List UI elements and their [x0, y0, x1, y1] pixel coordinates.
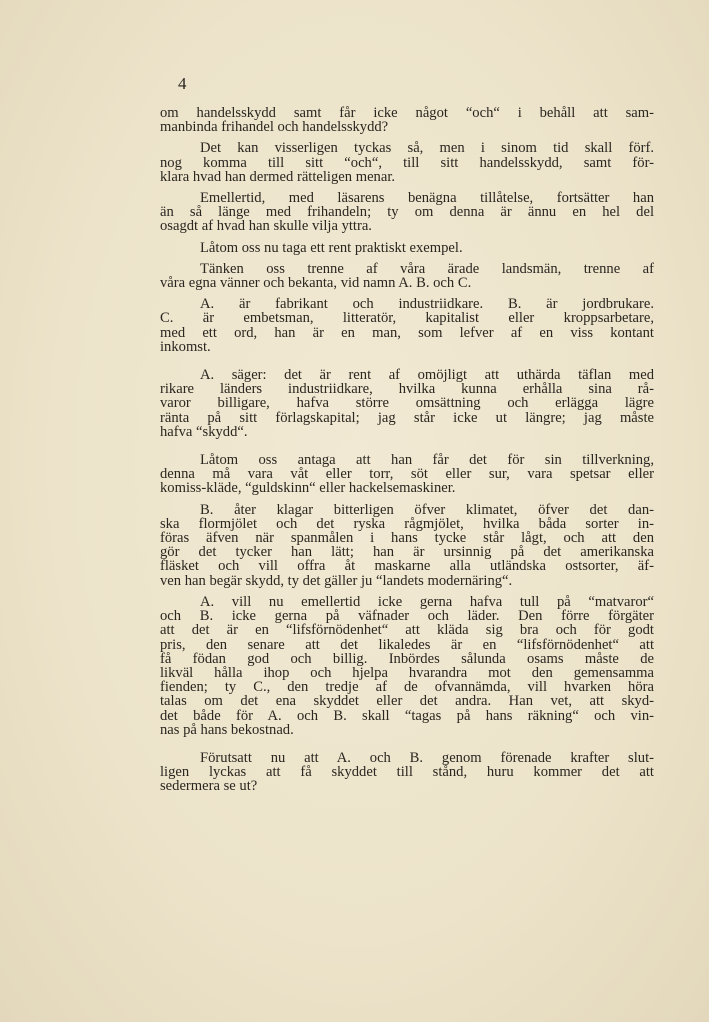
- paragraph: [160, 106, 654, 134]
- text-line: B. åter klagar bitterligen öfver klimatet, öfver det dan-: [200, 501, 654, 518]
- paragraph: [160, 368, 654, 439]
- paragraph: [160, 141, 654, 184]
- text-line: C. är embetsman, litteratör, kapitalist eller kroppsarbetare,: [160, 310, 654, 327]
- text-line: osagdt af hvad han skulle vilja yttra.: [160, 218, 372, 235]
- text-line: likväl hålla ihop och hjelpa hvarandra mot den gemensamma: [160, 664, 654, 681]
- text-line: gör det tycker han lätt; han är ursinnig på det amerikanska: [160, 544, 654, 561]
- text-line: nas på hans bekostnad.: [160, 721, 294, 738]
- text-line: föras äfven när spanmålen i hans tycke står lågt, och att den: [160, 530, 654, 547]
- text-line: Tänken oss trenne af våra ärade landsmän, trenne af: [200, 260, 654, 277]
- text-line: A. säger: det är rent af omöjligt att uthärda täflan med: [200, 367, 654, 384]
- text-line: ränta på sitt förlagskapital; jag står icke ut längre; jag måste: [160, 409, 654, 426]
- text-line: Det kan visserligen tyckas så, men i sinom tid skall förf.: [200, 140, 654, 157]
- text-line: Låtom oss nu taga ett rent praktiskt exempel.: [200, 239, 463, 256]
- text-line: inkomst.: [160, 338, 211, 355]
- text-line: sedermera se ut?: [160, 778, 258, 795]
- paragraph: [160, 751, 654, 794]
- text-line: nog komma till sitt “och“, till sitt handelsskydd, samt för-: [160, 154, 654, 171]
- paragraph: [160, 262, 654, 290]
- text-line: få födan god och billig. Inbördes sålunda osams måste de: [160, 650, 654, 667]
- text-line: Låtom oss antaga att han får det för sin tillverkning,: [200, 452, 654, 469]
- paragraph: [160, 595, 654, 737]
- text-line: fläsket och vill offra åt maskarne alla utländska ostsorter, äf-: [160, 558, 654, 575]
- text-line: om handelsskydd samt får icke något “och“ i behåll att sam-: [160, 105, 654, 121]
- text-line: A. vill nu emellertid icke gerna hafva tull på “matvaror“: [200, 593, 654, 610]
- text-line: klara hvad han dermed rätteligen menar.: [160, 168, 396, 185]
- text-line: Förutsatt nu att A. och B. genom förenade krafter slut-: [200, 749, 654, 766]
- text-line: rikare länders industriidkare, hvilka kunna erhålla sina rå-: [160, 381, 654, 398]
- body-text: [160, 106, 654, 794]
- text-line: pris, den senare att det likaledes är en “lifsförnödenhet“ att: [160, 636, 654, 653]
- paragraph: [160, 503, 654, 588]
- paragraph: [160, 297, 654, 354]
- text-line: denna må vara våt eller torr, söt eller sur, vara spetsar eller: [160, 466, 654, 483]
- text-line: och B. icke gerna på väfnader och läder. Den förre förgäter: [160, 608, 654, 625]
- text-line: ligen lyckas att få skyddet till stånd, huru kommer det att: [160, 764, 654, 781]
- text-line: komiss-kläde, “guldskinn“ eller hackelsemaskiner.: [160, 480, 456, 497]
- text-line: varor billigare, hafva större omsättning och erlägga lägre: [160, 395, 654, 412]
- paragraph: [160, 241, 654, 255]
- text-line: Emellertid, med läsarens benägna tillåtelse, fortsätter han: [200, 190, 654, 207]
- paragraph: [160, 191, 654, 234]
- text-line: än så länge med frihandeln; ty om denna är ännu en hel del: [160, 204, 654, 221]
- page-number: 4: [178, 74, 187, 93]
- text-line: att det är en “lifsförnödenhet“ att kläda sig bra och för godt: [160, 622, 654, 639]
- text-line: det både för A. och B. skall “tagas på hans räkning“ och vin-: [160, 707, 654, 724]
- text-line: ven han begär skydd, ty det gäller ju “landets modernäring“.: [160, 572, 513, 589]
- paragraph: [160, 453, 654, 496]
- text-line: manbinda frihandel och handelsskydd?: [160, 119, 389, 136]
- text-line: fienden; ty C., den tredje af de ofvannämda, vill hvarken höra: [160, 679, 654, 696]
- text-line: våra egna vänner och bekanta, vid namn A. B. och C.: [160, 275, 472, 292]
- text-line: ska flormjölet och det ryska rågmjölet, hvilka båda sorter in-: [160, 515, 654, 532]
- text-line: hafva “skydd“.: [160, 423, 248, 440]
- text-line: med ett ord, han är en man, som lefver af en viss kontant: [160, 324, 654, 341]
- text-line: talas om det ena skyddet eller det andra. Han vet, att skyd-: [160, 693, 654, 710]
- text-line: A. är fabrikant och industriidkare. B. är jordbrukare.: [200, 296, 654, 313]
